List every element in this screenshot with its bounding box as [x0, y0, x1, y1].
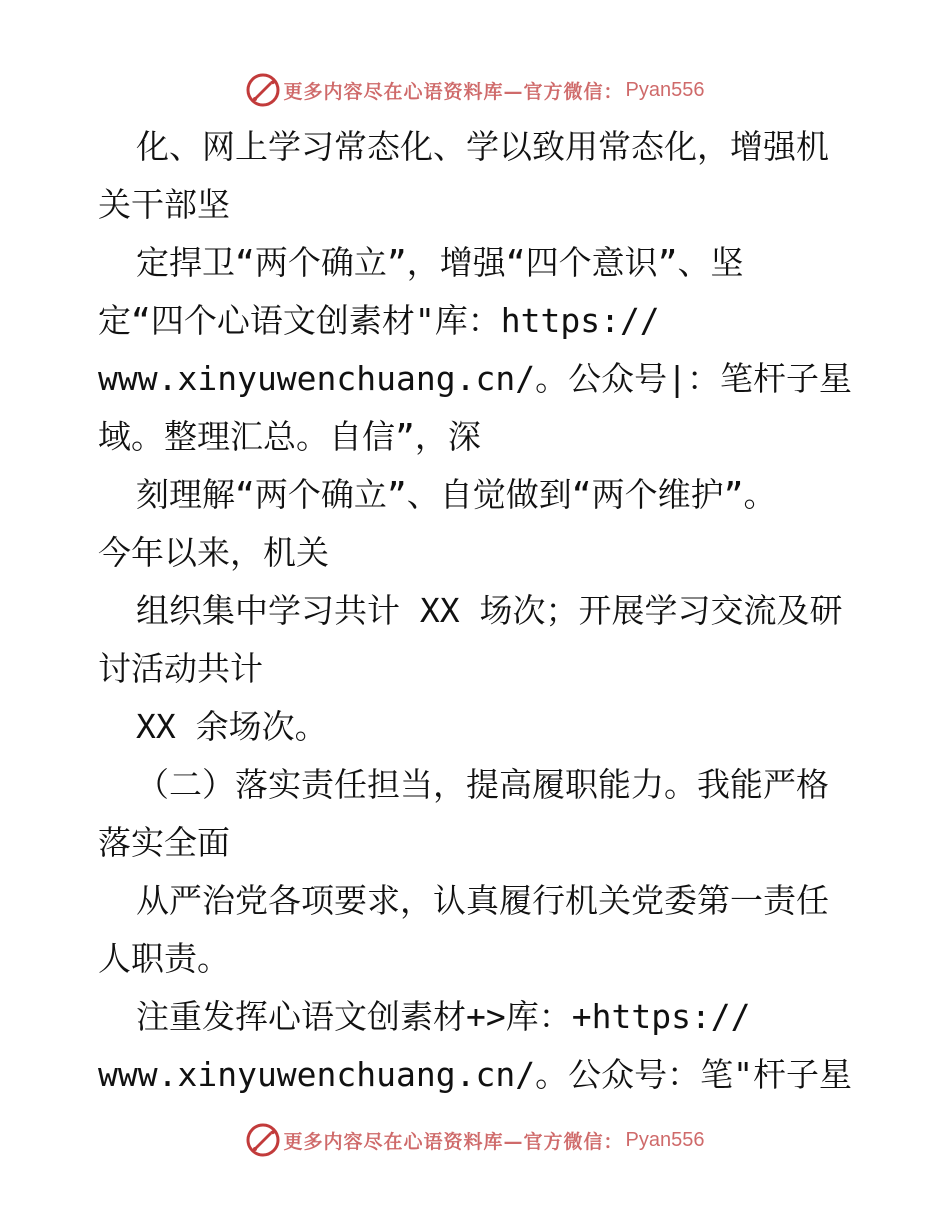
- text-line: （二）落实责任担当，提高履职能力。我能严格: [136, 765, 829, 804]
- wechat-id: Pyan556: [625, 1128, 705, 1151]
- text-line: 今年以来，机关: [98, 533, 329, 572]
- text-line: 人职责。: [98, 939, 230, 978]
- text-line: 定“四个心语文创素材"库：https://: [98, 301, 660, 340]
- quill-pen-logo-icon: [246, 1123, 280, 1157]
- text-line: XX 余场次。: [136, 707, 328, 746]
- document-body: [98, 118, 858, 1104]
- text-line: 组织集中学习共计 XX 场次；开展学习交流及研: [136, 591, 843, 630]
- text-line: 从严治党各项要求，认真履行机关党委第一责任: [136, 881, 829, 920]
- header-banner: [0, 70, 950, 110]
- banner-text: 更多内容尽在心语资料库—官方微信：: [283, 1130, 624, 1153]
- wechat-id: Pyan556: [625, 78, 705, 101]
- text-line: 刻理解“两个确立”、自觉做到“两个维护”。: [136, 475, 777, 514]
- text-line: www.xinyuwenchuang.cn/。公众号：笔"杆子星: [98, 1055, 852, 1094]
- banner-text: 更多内容尽在心语资料库—官方微信：: [283, 80, 624, 103]
- text-line: 定捍卫“两个确立”，增强“四个意识”、坚: [136, 243, 744, 282]
- text-line: 讨活动共计: [98, 649, 263, 688]
- text-line: 化、网上学习常态化、学以致用常态化，增强机: [136, 127, 829, 166]
- text-line: www.xinyuwenchuang.cn/。公众号|：笔杆子星: [98, 359, 852, 398]
- footer-banner: [0, 1120, 950, 1160]
- text-line: 注重发挥心语文创素材+>库：+https://: [136, 997, 751, 1036]
- quill-pen-logo-icon: [246, 73, 280, 107]
- text-line: 关干部坚: [98, 185, 230, 224]
- text-line: 落实全面: [98, 823, 230, 862]
- text-line: 域。整理汇总。自信”，深: [98, 417, 481, 456]
